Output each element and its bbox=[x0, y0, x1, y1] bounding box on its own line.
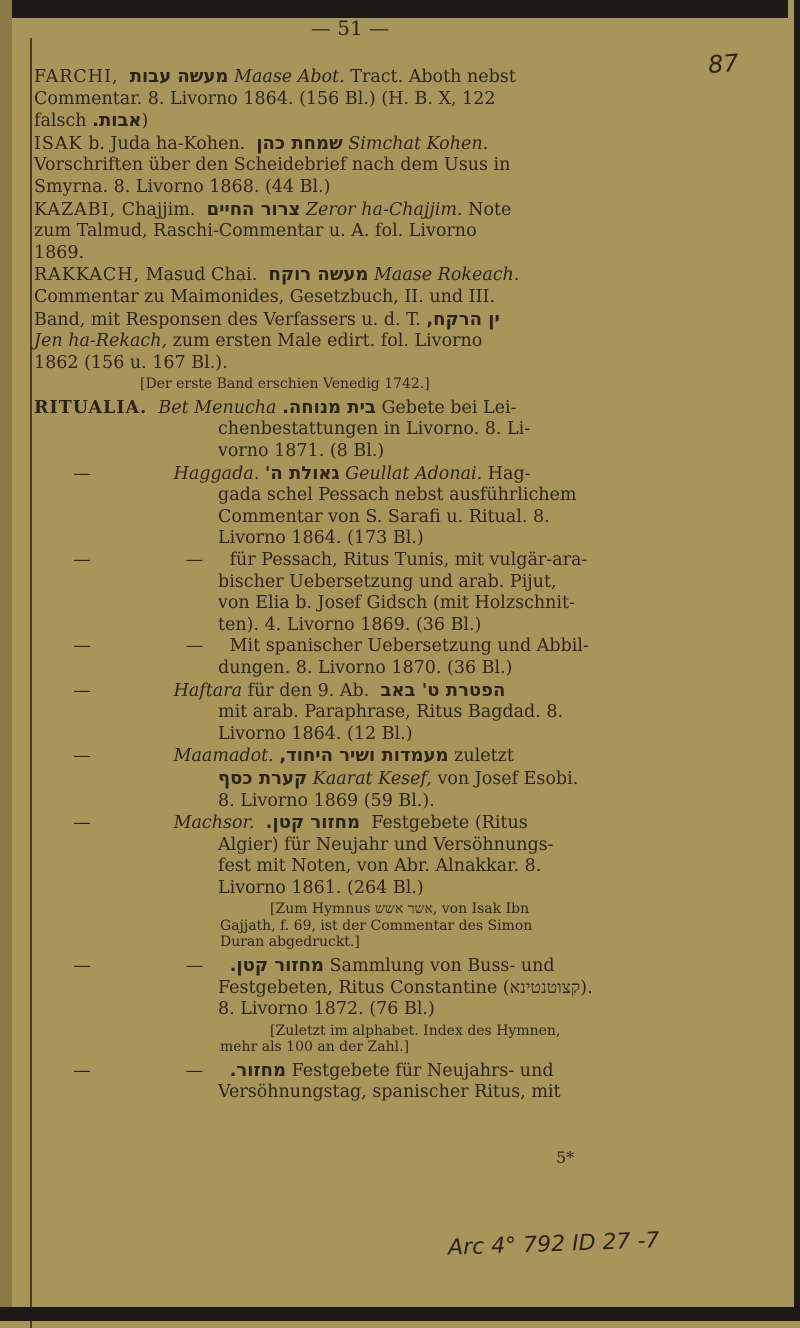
entry-isak: ISAK b. Juda ha-Kohen. שמחת כהן Simchat Kohen. Vorschriften über den Scheidebrief nach dem Usus in Smyrna. 8. Livorno 1868. (44 Bl.) bbox=[34, 132, 511, 197]
entry-ritualia-bet-menucha: RITUALIA. Bet Menucha בית מנוחה. Gebete bei Lei- chenbestattungen in Livorno. 8. Li- vorno 1871. (8 Bl.) bbox=[34, 396, 531, 461]
entry-rakkach: RAKKACH, Masud Chai. מעשה רוקח Maase Rokeach. Commentar zu Maimonides, Gesetzbuch, II. und III. Band, mit Responsen des Verfassers u. d. T. ין הרקח, Jen ha-Rekach, zum ersten Male edirt. fol. Livorno 1862 (156 u. 167 Bl.). bbox=[34, 264, 520, 373]
hebrew-title: מעשה עבות bbox=[129, 66, 229, 87]
page-number: — 51 — bbox=[310, 16, 390, 40]
entry-pessach-tunis: — — für Pessach, Ritus Tunis, mit vulgär-ara- bischer Uebersetzung und arab. Pijut, von Elia b. Josef Gidsch (mit Holzschnit- ten). 4. Livorno 1869. (36 Bl.) bbox=[73, 549, 588, 635]
scan-border-right bbox=[794, 0, 800, 1321]
entry-machsor-spanish: — — מחזור. Festgebete für Neujahrs- und Versöhnungstag, spanischer Ritus, mit bbox=[73, 1059, 561, 1103]
hebrew-title: מעשה רוקח bbox=[268, 264, 369, 286]
entry-machsor-constantine: — — מחזור קטן. Sammlung von Buss- und Festgebeten, Ritus Constantine (קצוטנטינא). 8. Livorno 1872. (76 Bl.) bbox=[73, 954, 593, 1020]
hebrew-title: שמחת כהן bbox=[256, 132, 343, 154]
entry-farchi: FARCHI, מעשה עבות Maase Abot. Tract. Aboth nebst Commentar. 8. Livorno 1864. (156 Bl.) (H. B. X, 122 falsch אבות.) bbox=[34, 66, 516, 132]
scan-border-bottom bbox=[0, 1307, 800, 1321]
handwritten-folio-mark: 87 bbox=[707, 48, 740, 80]
catalog-text bbox=[34, 66, 618, 1104]
entry-maamadot: — Maamadot. מעמדות ושיר היחוד, zuletzt קערת כסף Kaarat Kesef, von Josef Esobi. 8. Livorno 1869 (59 Bl.). bbox=[73, 745, 579, 811]
hebrew-title: צרור החיים bbox=[206, 198, 301, 220]
entry-haftara: — Haftara für den 9. Ab. הפטרת ט' באב mit arab. Paraphrase, Ritus Bagdad. 8. Livorno 1864. (12 Bl.) bbox=[73, 679, 564, 744]
entry-haggada: — Haggada. גאולת ה' Geullat Adonai. Hag- gada schel Pessach nebst ausführlichem Commentar von S. Sarafi u. Ritual. 8. Livorno 1864. (173 Bl.) bbox=[73, 462, 577, 549]
footnote: [Zuletzt im alphabet. Index des Hymnen, mehr als 100 an der Zahl.] bbox=[220, 1022, 561, 1056]
page-edge bbox=[0, 0, 12, 1321]
signature-mark: 5* bbox=[556, 1148, 575, 1167]
handwritten-shelfmark: Arc 4° 792 ID 27 -7 bbox=[447, 1228, 660, 1261]
footnote: [Zum Hymnus אשר אשש, von Isak Ibn Gajjath, f. 69, ist der Commentar des Simon Duran abgedruckt.] bbox=[220, 901, 533, 951]
entry-spanish-translation: — — Mit spanischer Uebersetzung und Abbil- dungen. 8. Livorno 1870. (36 Bl.) bbox=[73, 636, 589, 678]
entry-machsor: — Machsor. מחזור קטן. Festgebete (Ritus Algier) für Neujahr und Versöhnungs- fest mit Noten, von Abr. Alnakkar. 8. Livorno 1861. (264 Bl.) bbox=[73, 812, 554, 898]
binding-rule bbox=[30, 38, 32, 1328]
footnote: [Der erste Band erschien Venedig 1742.] bbox=[140, 376, 430, 393]
entry-kazabi: KAZABI, Chajjim. צרור החיים Zeror ha-Chajjim. Note zum Talmud, Raschi-Commentar u. A. fol. Livorno 1869. bbox=[34, 198, 512, 263]
